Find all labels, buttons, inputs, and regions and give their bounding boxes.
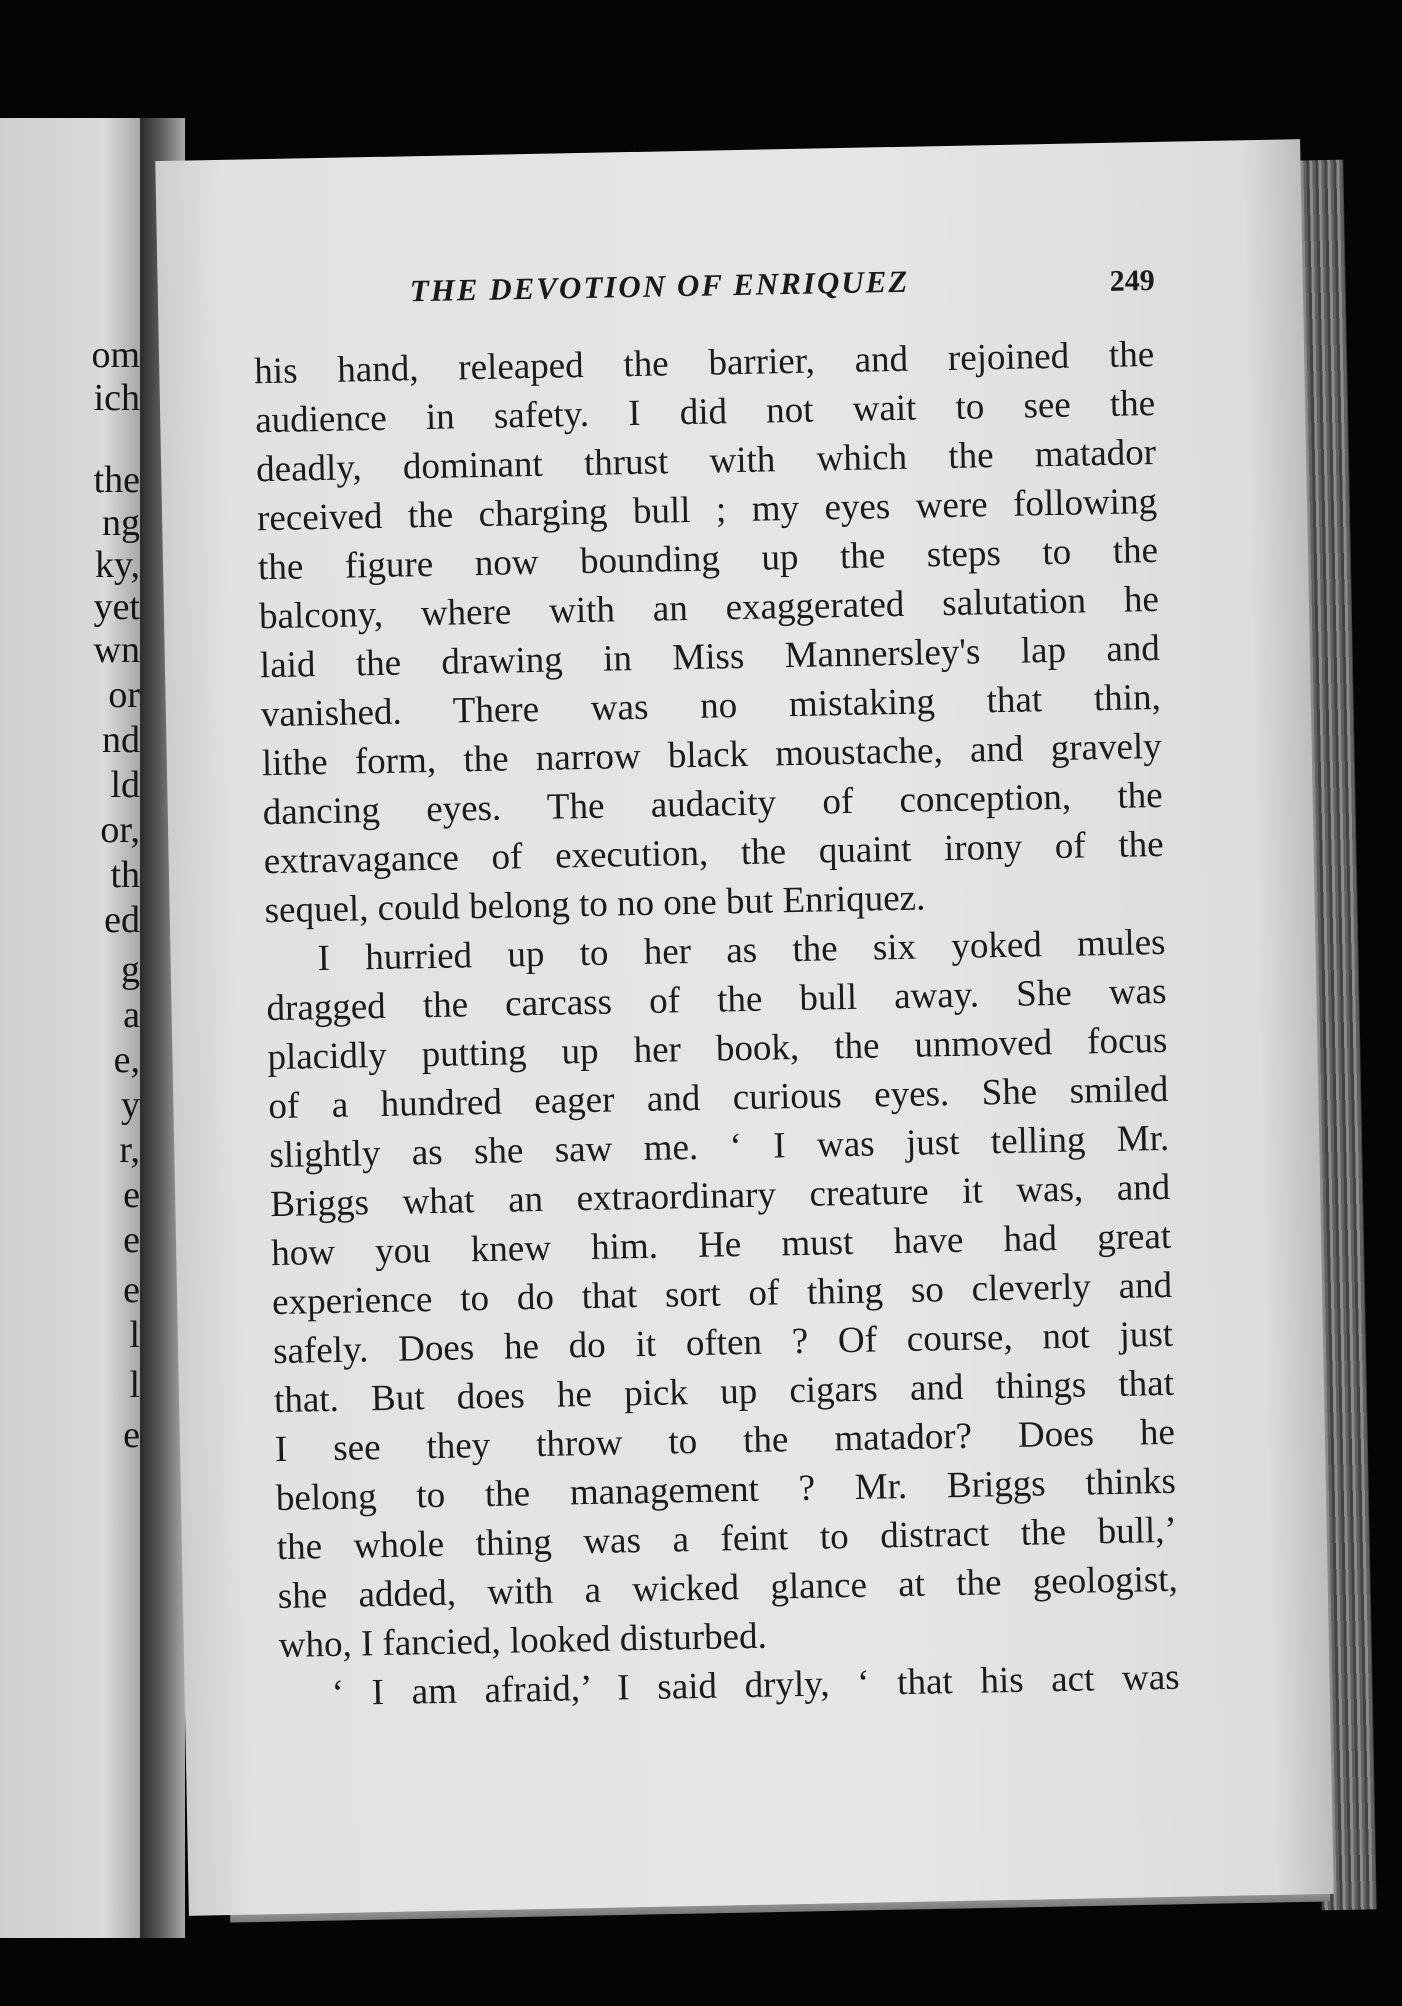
left-page-fragment: r,	[119, 1129, 140, 1171]
text-line: balcony, where with an exaggerated salutation he	[258, 578, 1160, 638]
left-page-fragment: ld	[110, 764, 140, 806]
text-line: placidly putting up her book, the unmoved focus	[267, 1019, 1168, 1079]
text-line: belong to the management ? Mr. Briggs thinks	[275, 1460, 1177, 1520]
left-page-fragment: l	[129, 1314, 140, 1356]
running-head: THE DEVOTION OF ENRIQUEZ	[409, 263, 910, 309]
left-page-fragment: th	[110, 854, 140, 896]
left-page-fragment: the	[93, 459, 140, 501]
page-number: 249	[1109, 263, 1156, 298]
text-line: dragged the carcass of the bull away. She was	[266, 970, 1167, 1030]
left-page-fragment: g	[121, 949, 140, 991]
left-page-fragment: l	[129, 1364, 140, 1406]
body-text	[254, 330, 1180, 1719]
text-line: slightly as she saw me. ‘ I was just telling Mr.	[268, 1117, 1170, 1177]
left-page-fragment: e	[123, 1269, 140, 1311]
left-page-fragment: wn	[93, 629, 140, 671]
text-line: of a hundred eager and curious eyes. She smiled	[268, 1068, 1169, 1128]
text-line: dancing eyes. The audacity of conception, the	[262, 774, 1164, 834]
text-line: vanished. There was no mistaking that thin,	[260, 676, 1162, 736]
left-page-fragment: ed	[104, 899, 140, 941]
left-page	[0, 118, 150, 1938]
left-page-fragment: om	[91, 334, 140, 376]
left-page-fragment: e	[123, 1219, 140, 1261]
text-line: that. But does he pick up cigars and things that	[273, 1362, 1175, 1422]
text-line: his hand, releaped the barrier, and rejoined the	[253, 334, 1155, 393]
left-page-fragment: or	[108, 674, 140, 716]
text-line: I see they throw to the matador? Does he	[274, 1411, 1176, 1471]
left-page-fragment: or,	[100, 809, 140, 851]
left-page-fragment: ng	[102, 502, 140, 544]
text-line: safely. Does he do it often ? Of course, not just	[272, 1313, 1174, 1373]
text-line: she added, with a wicked glance at the geologist,	[277, 1558, 1179, 1618]
right-page	[155, 139, 1333, 1916]
left-page-fragment: a	[123, 994, 140, 1036]
text-line: deadly, dominant thrust with which the matador	[255, 431, 1157, 491]
text-line: lithe form, the narrow black moustache, and gravely	[261, 725, 1163, 785]
text-line: who, I fancied, looked disturbed.	[278, 1615, 768, 1667]
text-line: audience in safety. I did not wait to see the	[254, 383, 1156, 442]
left-page-fragment: nd	[102, 719, 140, 761]
text-line: ‘ I am afraid,’ I said dryly, ‘ that his act was	[331, 1656, 1180, 1715]
left-page-fragment: e	[123, 1174, 140, 1216]
text-line: experience to do that sort of thing so cleverly and	[271, 1264, 1173, 1324]
text-line: sequel, could belong to no one but Enriquez.	[264, 877, 926, 932]
text-line: extravagance of execution, the quaint irony of the	[263, 823, 1164, 883]
left-page-fragment: ich	[93, 377, 140, 419]
text-line: I hurried up to her as the six yoked mules	[317, 921, 1166, 980]
text-line: laid the drawing in Miss Mannersley's lap and	[259, 627, 1161, 687]
left-page-fragment: yet	[93, 586, 140, 628]
left-page-fragment: ky,	[94, 544, 140, 586]
left-page-fragment: e	[123, 1414, 140, 1456]
left-page-fragment: e,	[113, 1039, 140, 1081]
left-page-fragment: y	[121, 1084, 140, 1126]
text-line: Briggs what an extraordinary creature it was, and	[269, 1166, 1171, 1226]
text-line: received the charging bull ; my eyes were following	[256, 480, 1158, 540]
text-line: how you knew him. He must have had great	[270, 1215, 1172, 1275]
text-line: the whole thing was a feint to distract the bull,’	[276, 1509, 1178, 1569]
text-line: the figure now bounding up the steps to the	[257, 529, 1159, 589]
